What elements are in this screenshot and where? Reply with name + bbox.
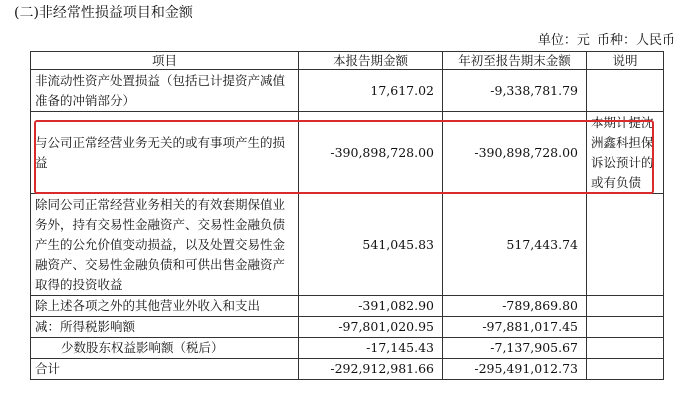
header-year-to-date: 年初至报告期末金额	[443, 52, 587, 70]
row-item: 非流动性资产处置损益（包括已计提资产减值准备的冲销部分）	[31, 70, 299, 112]
table-row	[31, 112, 664, 194]
row-current: -17,145.43	[299, 338, 443, 359]
row-current: 17,617.02	[299, 70, 443, 112]
row-item: 与公司正常经营业务无关的或有事项产生的损益	[31, 112, 299, 194]
row-note: 本期计提沈洲鑫科担保诉讼预计的或有负债	[587, 112, 664, 194]
row-note	[587, 338, 664, 359]
row-item: 除上述各项之外的其他营业外收入和支出	[31, 296, 299, 317]
table-row-total	[31, 359, 664, 380]
row-ytd: -7,137,905.67	[443, 338, 587, 359]
row-current: -391,082.90	[299, 296, 443, 317]
row-current: -390,898,728.00	[299, 112, 443, 194]
table-row	[31, 296, 664, 317]
row-item: 少数股东权益影响额（税后）	[31, 338, 299, 359]
row-note	[587, 317, 664, 338]
row-item: 合计	[31, 359, 299, 380]
table-header-row	[31, 52, 664, 70]
row-ytd: -789,869.80	[443, 296, 587, 317]
row-current: 541,045.83	[299, 194, 443, 296]
row-ytd: -295,491,012.73	[443, 359, 587, 380]
row-note	[587, 296, 664, 317]
header-current-period: 本报告期金额	[299, 52, 443, 70]
table-row	[31, 338, 664, 359]
row-ytd: -97,881,017.45	[443, 317, 587, 338]
row-ytd: 517,443.74	[443, 194, 587, 296]
row-ytd: -9,338,781.79	[443, 70, 587, 112]
table-row	[31, 194, 664, 296]
row-item: 减：所得税影响额	[31, 317, 299, 338]
table-row	[31, 317, 664, 338]
row-current: -292,912,981.66	[299, 359, 443, 380]
row-ytd: -390,898,728.00	[443, 112, 587, 194]
section-title: (二)非经常性损益项目和金额	[14, 5, 193, 21]
header-item: 项目	[31, 52, 299, 70]
row-note	[587, 359, 664, 380]
row-note	[587, 70, 664, 112]
non-recurring-gains-table	[30, 51, 664, 380]
unit-currency-line: 单位：元 币种：人民币	[537, 33, 675, 48]
row-current: -97,801,020.95	[299, 317, 443, 338]
row-item: 除同公司正常经营业务相关的有效套期保值业务外，持有交易性金融资产、交易性金融负债产生的公允价值变动损益，以及处置交易性金融资产、交易性金融负债和可供出售金融资产取得的投资收益	[31, 194, 299, 296]
table-row	[31, 70, 664, 112]
row-note	[587, 194, 664, 296]
header-note: 说明	[587, 52, 664, 70]
